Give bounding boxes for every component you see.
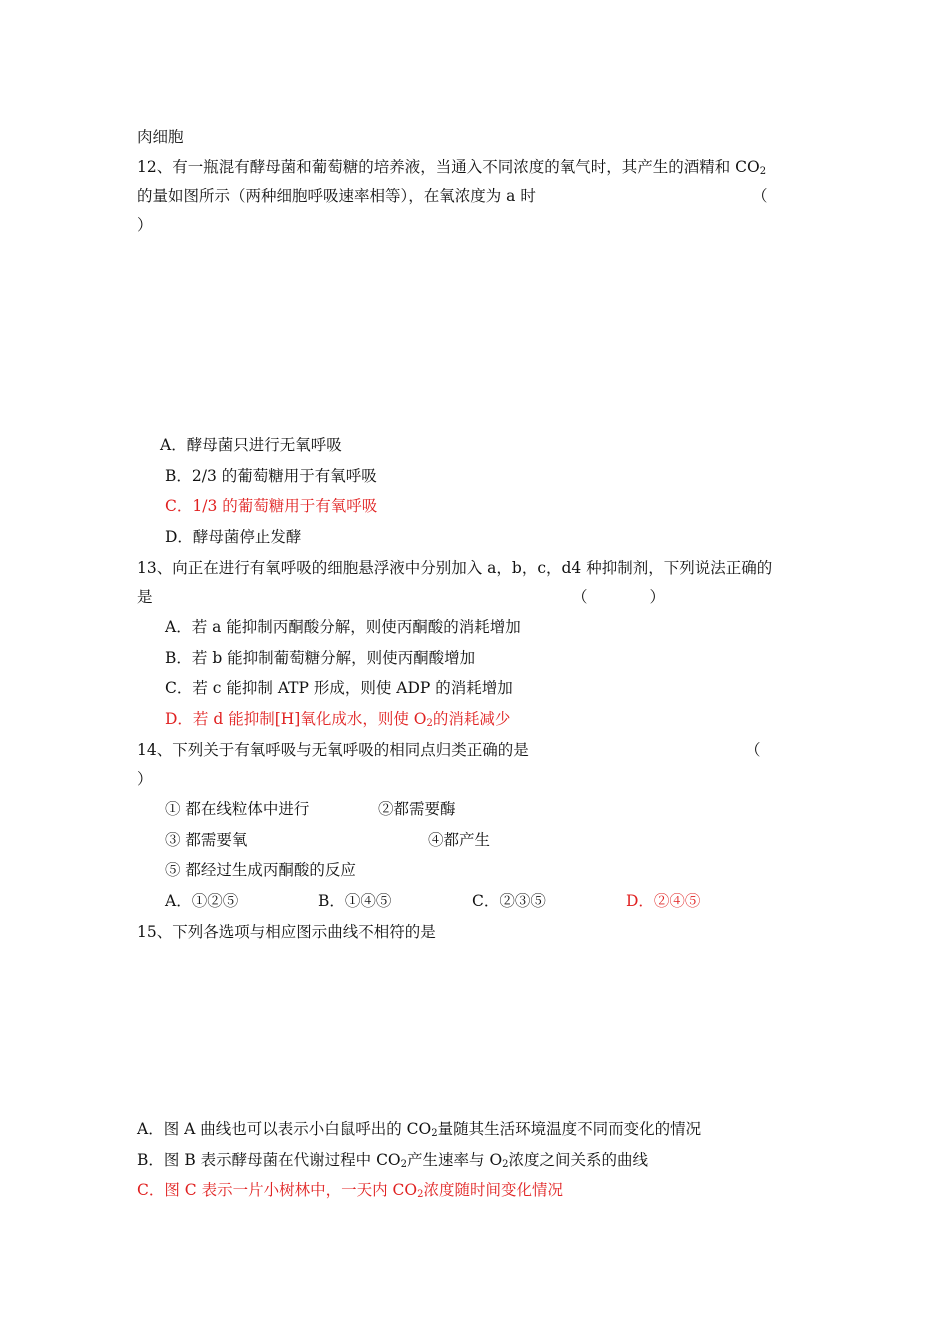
answer-paren-close: ） [137,770,153,788]
statement-5: ⑤ 都经过生成丙酮酸的反应 [165,861,356,879]
question-12-stem: 12、有一瓶混有酵母菌和葡萄糖的培养液，当通入不同浓度的氧气时，其产生的酒精和 $CO_2$ [137,158,767,177]
option-14-b: B．①④⑤ [318,892,392,910]
statement-1: ① 都在线粒体中进行 [165,800,310,818]
option-14-a: A．①②⑤ [165,892,239,910]
answer-paren: （ ） [572,588,666,606]
question-15-stem: 15、下列各选项与相应图示曲线不相符的是 [137,923,436,941]
option-12-c-correct: C．1/3 的葡萄糖用于有氧呼吸 [165,497,378,515]
option-12-d: D．酵母菌停止发酵 [165,528,302,546]
statement-2: ②都需要酶 [378,800,456,818]
option-13-d-correct: D．若 d 能抑制[H]氧化成水，则使 $O_2$的消耗减少 [165,710,511,729]
question-14-stem: 14、下列关于有氧呼吸与无氧呼吸的相同点归类正确的是 [137,741,529,759]
option-13-a: A．若 a 能抑制丙酮酸分解，则使丙酮酸的消耗增加 [165,618,521,636]
text-line: 肉细胞 [137,128,184,146]
option-14-c: C．②③⑤ [472,892,546,910]
option-13-b: B．若 b 能抑制葡萄糖分解，则使丙酮酸增加 [165,649,476,667]
option-14-d-correct: D．②④⑤ [626,892,701,910]
option-12-a: A．酵母菌只进行无氧呼吸 [160,436,342,454]
option-15-a: A．图 A 曲线也可以表示小白鼠呼出的 $CO_2$量随其生活环境温度不同而变化的情况 [137,1120,702,1139]
option-15-b: B．图 B 表示酵母菌在代谢过程中 $CO_2$产生速率与 $O_2$浓度之间关系的曲线 [137,1151,649,1170]
statement-3: ③ 都需要氧 [165,831,248,849]
answer-paren-open: （ [745,741,761,759]
answer-paren-close: ） [137,216,153,234]
question-12-stem-cont: 的量如图所示（两种细胞呼吸速率相等），在氧浓度为 a 时 [137,187,536,205]
answer-paren-open: （ [752,187,768,205]
option-12-b: B．2/3 的葡萄糖用于有氧呼吸 [165,467,377,485]
statement-4: ④都产生 [428,831,491,849]
question-13-stem-cont: 是 [137,588,153,606]
option-13-c: C．若 c 能抑制 ATP 形成，则使 ADP 的消耗增加 [165,679,513,697]
question-13-stem: 13、向正在进行有氧呼吸的细胞悬浮液中分别加入 a，b，c，d4 种抑制剂，下列说法正确的 [137,559,773,577]
option-15-c-correct: C．图 C 表示一片小树林中，一天内 $CO_2$浓度随时间变化情况 [137,1181,563,1200]
